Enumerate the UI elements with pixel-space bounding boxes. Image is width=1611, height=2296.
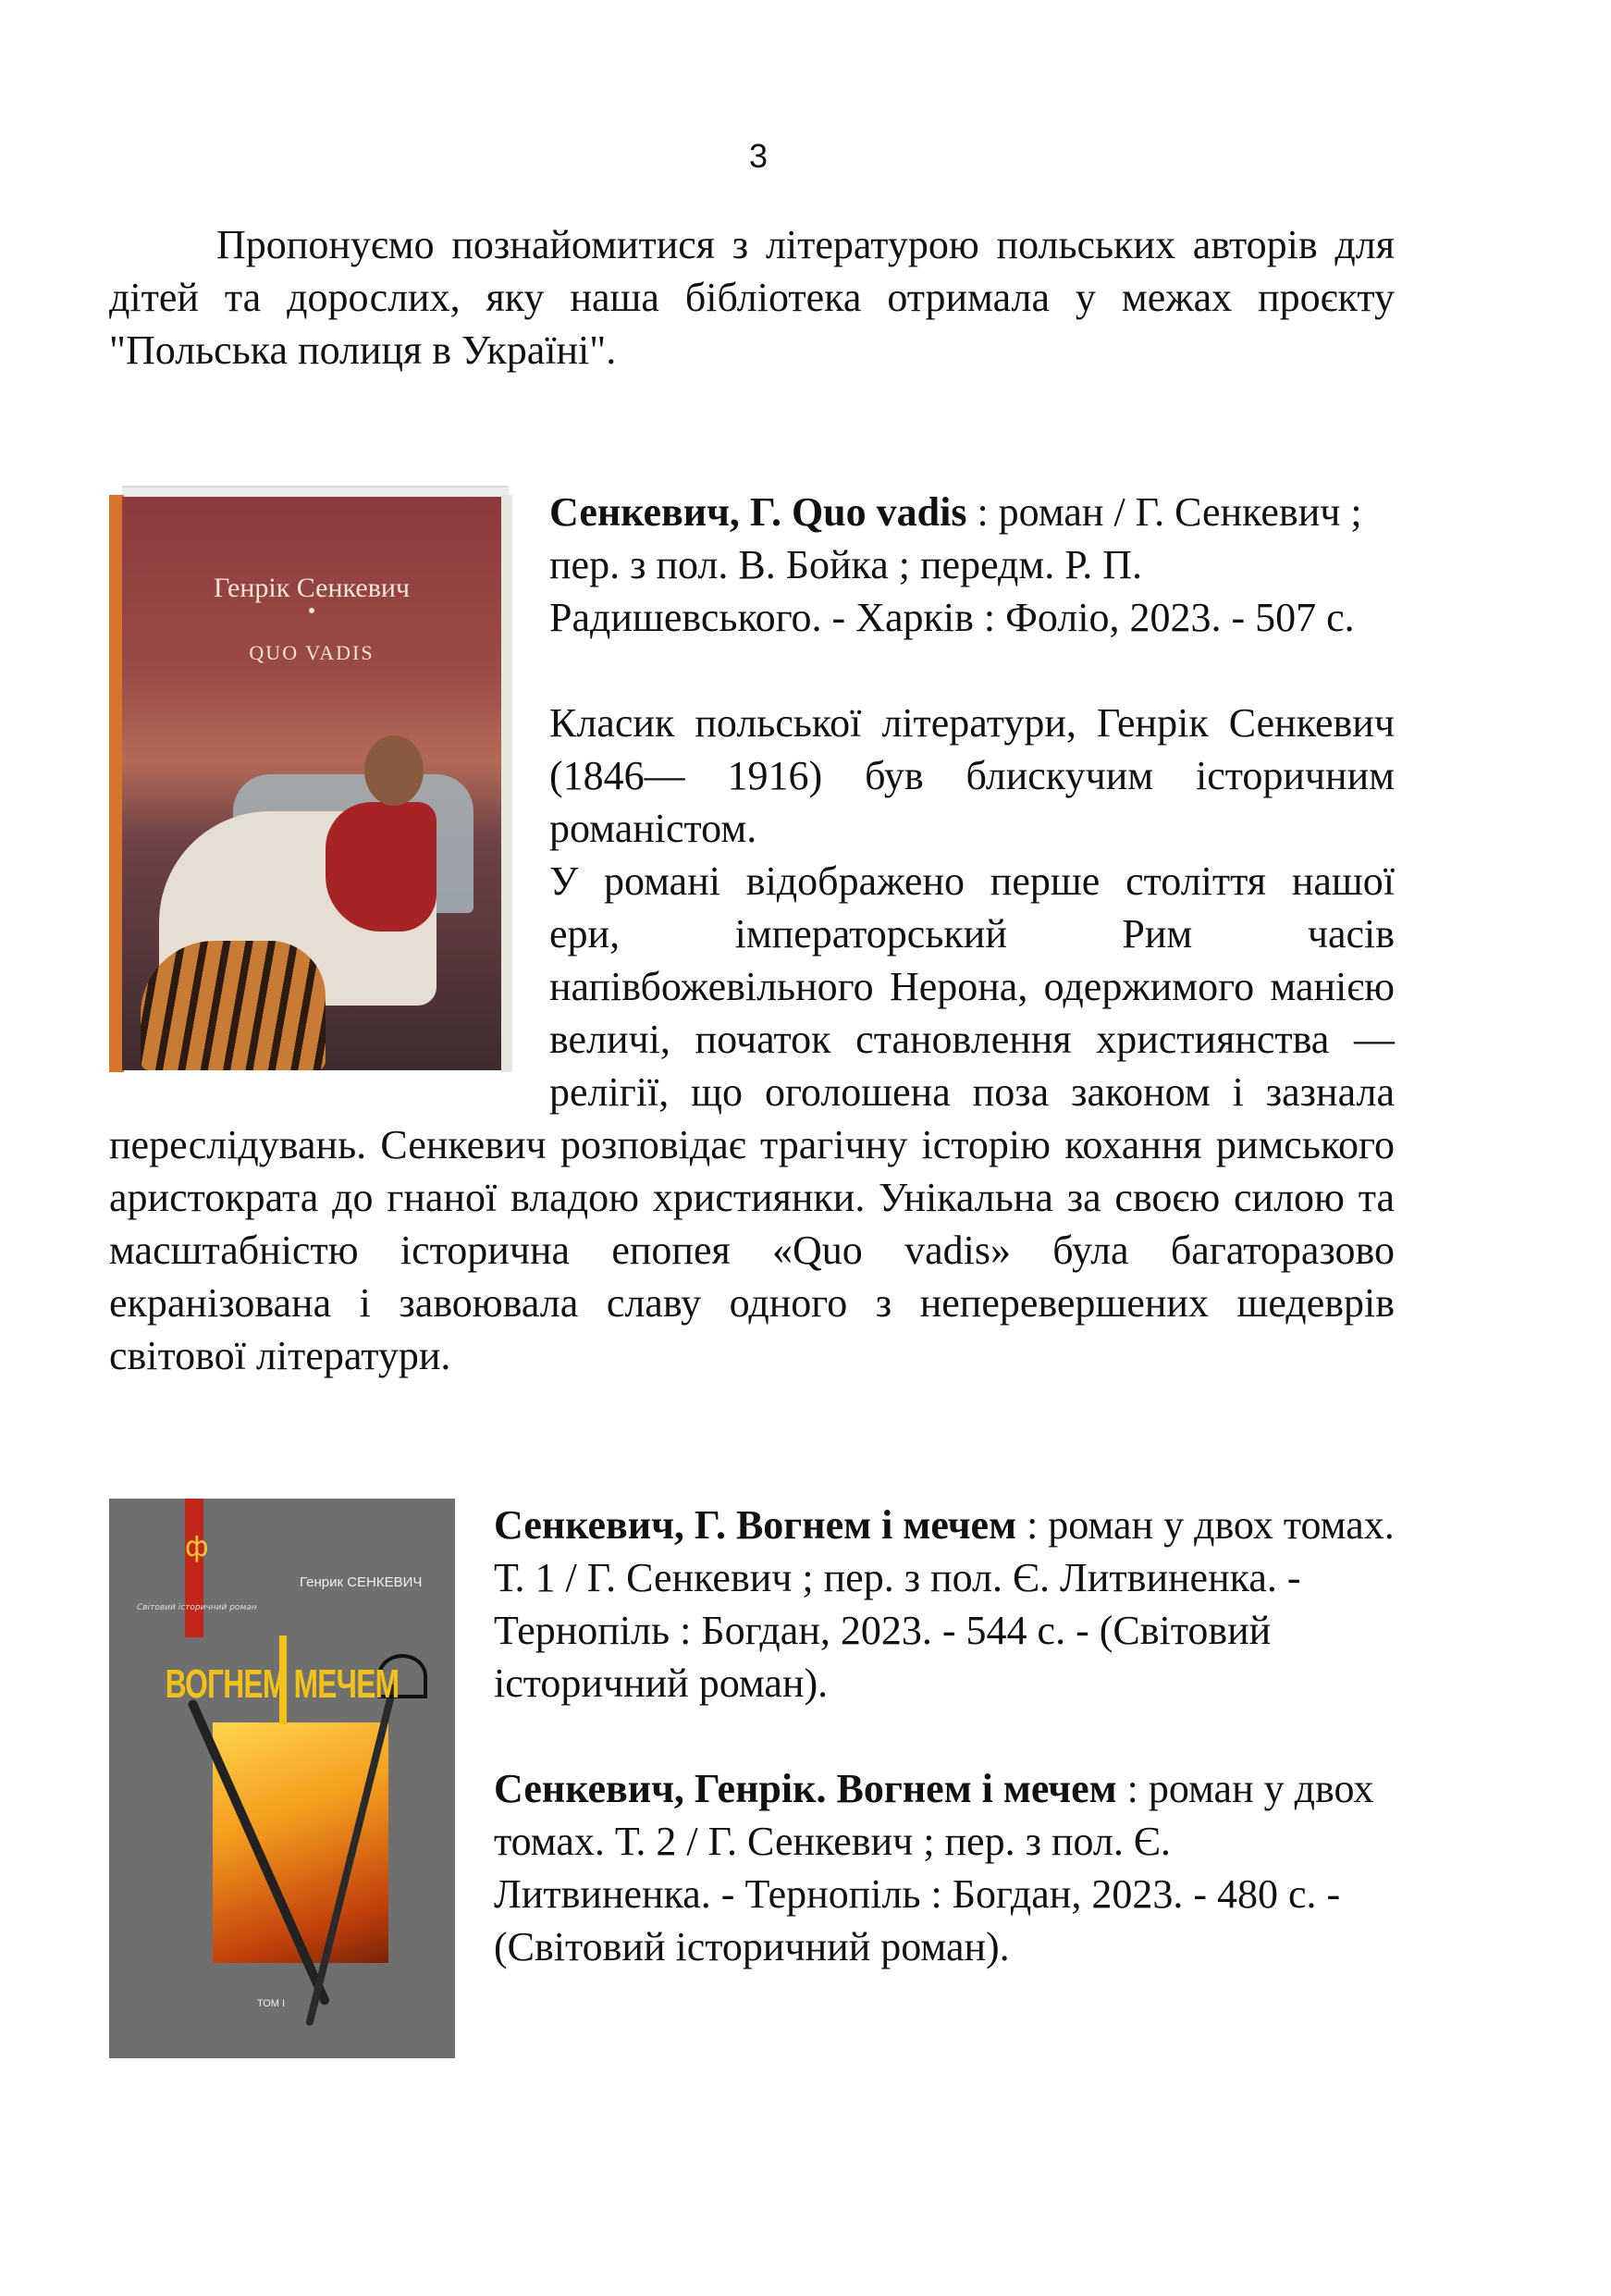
cover-author: Генрик СЕНКЕВИЧ xyxy=(300,1574,423,1590)
cover-title: ВОГНЕМ МЕЧЕМ xyxy=(165,1661,400,1707)
book-entry-quo-vadis xyxy=(109,486,1395,1382)
bib-details: : роман у двох томах. Т. 2 / Г. Сенкевич ; пер. з пол. Є. Литвиненка. - Тернопіль : Богдан, 2023. - 480 с. - (Світовий історичний роман). xyxy=(494,1766,1374,1969)
intro-paragraph: Пропонуємо познайомитися з літературою польських авторів для дітей та дорослих, яку наша бібліотека отримала у межах проєкту "Польська полиця в Україні". xyxy=(109,222,1395,373)
publisher-logo-icon: ф xyxy=(185,1531,209,1563)
cover-title: QUO VADIS xyxy=(249,641,375,664)
cover-series: Світовий історичний роман xyxy=(137,1603,257,1612)
tiger-illustration xyxy=(141,941,326,1070)
book-cover-quo-vadis xyxy=(109,486,512,1078)
bib-title: Вогнем і мечем xyxy=(836,1766,1117,1811)
book-entry-vognem-i-mechem xyxy=(109,1499,1395,2068)
page-number: 3 xyxy=(748,137,769,175)
bib-author: Сенкевич, Г. xyxy=(494,1502,726,1548)
fire-illustration xyxy=(213,1722,388,1963)
cover-author: Генрік Сенкевич xyxy=(213,573,411,603)
book-cover-vognem-i-mechem xyxy=(109,1499,455,2058)
bib-author: Сенкевич, Г. xyxy=(549,489,781,535)
book-description-intro: Класик польської літератури, Генрік Сенкевич (1846— 1916) був блискучим історичним романістом. xyxy=(549,700,1395,851)
bib-details: : роман у двох томах. Т. 1 / Г. Сенкевич ; пер. з пол. Є. Литвиненка. - Тернопіль : Богдан, 2023. - 544 с. - (Світовий історичний роман). xyxy=(494,1502,1395,1706)
cover-volume: ТОМ І xyxy=(257,1998,286,2009)
bib-title: Вогнем і мечем xyxy=(735,1502,1017,1548)
book-description-main: У романі відображено перше століття нашої ери, імператорський Рим часів напівбожевільного Нерона, одержимого манією величі, початок становлення християнства — релігії, що оголошена поза законом і зазнала переслідувань. Сенкевич розповідає трагічну історію кохання римського аристократа до гнаної владою християнки. Унікальна за своєю силою та масштабністю історична епопея «Quo vadis» була багаторазово екранізована і завоювала славу одного з неперевершених шедеврів світової літератури. xyxy=(109,858,1395,1378)
bib-author: Сенкевич, Генрік. xyxy=(494,1766,827,1811)
bib-details: : роман / Г. Сенкевич ; пер. з пол. В. Бойка ; передм. Р. П. Радишевського. - Харків : Фоліо, 2023. - 507 с. xyxy=(549,489,1362,640)
bib-title: Quo vadis xyxy=(791,489,967,535)
